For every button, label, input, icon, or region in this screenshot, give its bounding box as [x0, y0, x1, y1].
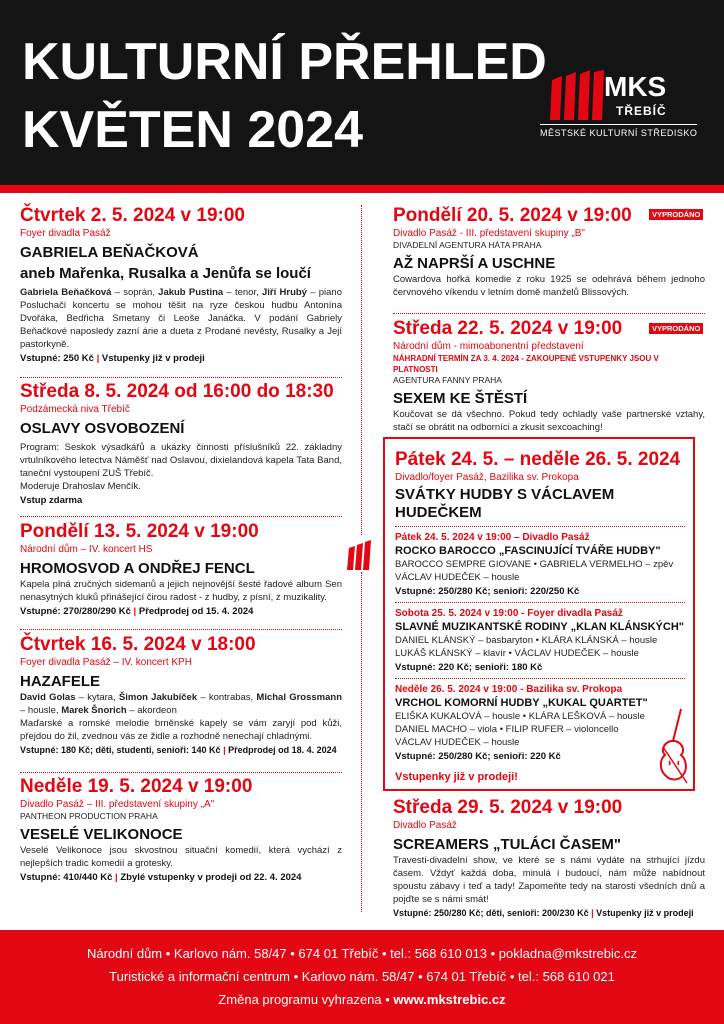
event-venue: Foyer divadla Pasáž – IV. koncert KPH — [20, 657, 192, 668]
festival-tickets: Vstupenky již v prodeji! — [395, 771, 518, 783]
event-price: Vstupné: 270/280/290 Kč | Předprodej od 15. 4. 2024 — [20, 606, 254, 617]
header-divider — [0, 185, 724, 193]
concert-title: ROCKO BAROCCO „FASCINUJÍCÍ TVÁŘE HUDBY" — [395, 545, 661, 557]
festival-title: SVÁTKY HUDBY S VÁCLAVEM HUDEČKEM — [395, 486, 615, 521]
festival-concert — [395, 607, 685, 674]
event-title: SCREAMERS „TULÁCI ČASEM" — [393, 836, 621, 853]
event-description: Program: Seskok výsadkářů a ukázky činnosti příslušníků 22. základny vrtulníkového letectva Náměšť nad Oslavou, dixielandová kapela Tata Band, taneční vystoupení ZUŠ Třebíč. — [20, 442, 342, 479]
violin-icon — [657, 707, 691, 787]
event-description: Veselé Velikonoce jsou skvostnou situační komedií, která vychází z nejlepších tradic komedií a grotesky. — [20, 845, 342, 869]
festival-venue: Divadlo/foyer Pasáž, Bazilika sv. Prokopa — [395, 472, 579, 483]
event-title: SEXEM KE ŠTĚSTÍ — [393, 390, 528, 407]
concert-date: Pátek 24. 5. 2024 v 19:00 – Divadlo Pasáž — [395, 532, 590, 543]
event-screamers — [393, 797, 705, 920]
event-date: Pondělí 20. 5. 2024 v 19:00 — [393, 205, 632, 226]
concert-line: LUKÁŠ KLÁNSKÝ – klavír • VÁCLAV HUDEČEK – housle — [395, 648, 639, 659]
concert-date: Sobota 25. 5. 2024 v 19:00 - Foyer divadla Pasáž — [395, 608, 623, 619]
concert-date: Neděle 26. 5. 2024 v 19:00 - Bazilika sv. Prokopa — [395, 684, 623, 695]
event-title: HAZAFELE — [20, 673, 100, 690]
event-description: Travesti-divadelní show, ve které se s námi vydáte na strhující jízdu časem. Vždyť každá doba, minulá i budoucí, nám může nabídnout spoustu zábavy i teď a tady! Zapomeňte tedy na starosti všedních dnů a pojďte se s námi smát! — [393, 855, 705, 905]
event-date: Středa 8. 5. 2024 od 16:00 do 18:30 — [20, 381, 334, 402]
logo-city: TŘEBÍČ — [616, 104, 667, 118]
event-note: NÁHRADNÍ TERMÍN ZA 3. 4. 2024 - ZAKOUPENÉ VSTUPENKY JSOU V PLATNOSTI — [393, 354, 659, 374]
event-description: Kapela plná zručných sidemanů a jejich nejnovější šesté řadové album Sen nenasytných kluků přinášející čirou radost - z hudby, z písní, z muzikality. — [20, 579, 342, 603]
event-description: Gabriela Beňačková – soprán, Jakub Pustina – tenor, Jiří Hrubý – piano Posluchači koncertu se mohou těšit na ryze českou hudbu Antonína Dvořáka, Bedřicha Smetany či Leoše Janáčka. V podání Gabriely Beňačkové naposledy zazní árie a dueta z Prodané nevěsty, Rusalky a Její pastorkyně. — [20, 287, 342, 350]
concert-price: Vstupné: 220 Kč; senioři: 180 Kč — [395, 662, 543, 673]
festival-separator — [395, 526, 685, 527]
event-venue: Divadlo Pasáž – III. představení skupiny „A" — [20, 799, 215, 810]
concert-line: BAROCCO SEMPRE GIOVANE • GABRIELA VERMELHO – zpěv — [395, 559, 674, 570]
event-hazafele — [20, 634, 342, 757]
event-price: Vstupné: 180 Kč; děti, studenti, senioři: 140 Kč | Předprodej od 18. 4. 2024 — [20, 745, 337, 755]
concert-line: ELIŠKA KUKALOVÁ – housle • KLÁRA LEŠKOVÁ – housle — [395, 711, 645, 722]
concert-line: DANIEL KLÁNSKÝ – basbaryton • KLÁRA KLÁNSKÁ – housle — [395, 635, 658, 646]
concert-line: DANIEL MACHO – viola • FILIP RUFER – violoncello — [395, 724, 619, 735]
event-title: OSLAVY OSVOBOZENÍ — [20, 420, 185, 437]
concert-line: VÁCLAV HUDEČEK – housle — [395, 572, 520, 583]
event-hromosvod — [20, 521, 342, 618]
concert-line: VÁCLAV HUDEČEK – housle — [395, 737, 520, 748]
concert-title: SLAVNÉ MUZIKANTSKÉ RODINY „KLAN KLÁNSKÝCH" — [395, 621, 684, 633]
concert-title: VRCHOL KOMORNÍ HUDBY „KUKAL QUARTET" — [395, 697, 648, 709]
festival-concert — [395, 531, 685, 598]
logo-subtitle: MĚSTSKÉ KULTURNÍ STŘEDISKO — [540, 124, 697, 139]
event-separator — [20, 377, 342, 378]
event-venue: Podzámecká niva Třebíč — [20, 404, 130, 415]
festival-separator — [395, 678, 685, 679]
festival-concert — [395, 683, 685, 763]
event-separator — [20, 772, 342, 773]
event-venue: Národní dům – IV. koncert HS — [20, 544, 153, 555]
event-venue: Národní dům - mimoabonentní představení — [393, 341, 584, 352]
event-moderator: Moderuje Drahoslav Menčík. — [20, 481, 141, 492]
event-price: Vstupné: 410/440 Kč | Zbylé vstupenky v prodeji od 22. 4. 2024 — [20, 872, 302, 883]
event-description: Cowardova hořká komedie z roku 1925 se odehrává během jednoho červnového víkendu v letním domě manželů Blissových. — [393, 274, 705, 298]
concert-price: Vstupné: 250/280 Kč; senioři: 220/250 Kč — [395, 586, 580, 597]
event-date: Čtvrtek 16. 5. 2024 v 18:00 — [20, 634, 256, 655]
footer-note: Změna programu vyhrazena • www.mkstrebic.cz — [218, 992, 506, 1007]
event-date: Středa 29. 5. 2024 v 19:00 — [393, 797, 623, 818]
event-venue: Divadlo Pasáž - III. představení skupiny „B" — [393, 228, 585, 239]
event-agency: DIVADELNÍ AGENTURA HÁTA PRAHA — [393, 240, 542, 250]
footer — [0, 930, 724, 1024]
column-divider — [361, 205, 362, 535]
mks-logo[interactable] — [536, 66, 706, 146]
festival-date: Pátek 24. 5. – neděle 26. 5. 2024 — [395, 449, 681, 470]
logo-name: MKS — [604, 71, 667, 102]
event-oslavy — [20, 381, 342, 507]
event-separator — [393, 313, 705, 314]
event-title: GABRIELA BEŇAČKOVÁ — [20, 244, 199, 261]
mks-bars-icon — [347, 540, 375, 572]
event-agency: AGENTURA FANNY PRAHA — [393, 375, 502, 385]
event-price: Vstupné: 250/280 Kč; děti, senioři: 200/230 Kč | Vstupenky již v prodeji — [393, 908, 694, 918]
event-separator — [20, 629, 342, 630]
website-link[interactable]: www.mkstrebic.cz — [393, 992, 506, 1007]
event-title: AŽ NAPRŠÍ A USCHNE — [393, 255, 556, 272]
footer-contact-narodni-dum[interactable]: Národní dům • Karlovo nám. 58/47 • 674 01 Třebíč • tel.: 568 610 013 • pokladna@mkstrebic.cz — [86, 946, 638, 961]
event-title: VESELÉ VELIKONOCE — [20, 826, 183, 843]
event-date: Neděle 19. 5. 2024 v 19:00 — [20, 776, 253, 797]
event-venue: Foyer divadla Pasáž — [20, 228, 111, 239]
event-description: Maďarské a romské melodie brněnské kapely se vám zaryjí pod kůži, přejdou do žil, zvednou vás ze židle a rozhodně nenechají chladnými. — [20, 718, 342, 742]
event-description: Koučovat se dá všechno. Pokud tedy ochladly vaše partnerské vztahy, stačí se obrátit na odborníci a zkusit sexcoaching! — [393, 409, 705, 433]
event-separator — [20, 516, 342, 517]
event-venue: Divadlo Pasáž — [393, 820, 457, 831]
sold-out-badge: VYPRODÁNO — [649, 323, 703, 334]
header — [0, 0, 724, 185]
event-date: Čtvrtek 2. 5. 2024 v 19:00 — [20, 205, 245, 226]
page-title-line1: KULTURNÍ PŘEHLED — [22, 33, 547, 91]
logo-bars-icon — [546, 70, 606, 122]
event-lineup: David Golas – kytara, Šimon Jakubíček – kontrabas, Michal Grossmann – housle, Marek Šnorich – akordeon — [20, 692, 342, 716]
event-date: Pondělí 13. 5. 2024 v 19:00 — [20, 521, 259, 542]
footer-contact-tic[interactable]: Turistické a informační centrum • Karlovo nám. 58/47 • 674 01 Třebíč • tel.: 568 610 021 — [109, 969, 615, 984]
column-divider — [361, 572, 362, 912]
concert-price: Vstupné: 250/280 Kč; senioři: 220 Kč — [395, 751, 561, 762]
event-gabriela — [20, 205, 342, 365]
event-velikonoce — [20, 776, 342, 884]
sold-out-badge: VYPRODÁNO — [649, 209, 703, 220]
event-subtitle: aneb Mařenka, Rusalka a Jenůfa se loučí — [20, 265, 311, 282]
event-price: Vstup zdarma — [20, 495, 83, 506]
festival-separator — [395, 602, 685, 603]
event-date: Středa 22. 5. 2024 v 19:00 — [393, 318, 623, 339]
event-agency: PANTHEON PRODUCTION PRAHA — [20, 811, 158, 821]
page-title-line2: KVĚTEN 2024 — [22, 101, 364, 159]
event-title: HROMOSVOD A ONDŘEJ FENCL — [20, 560, 255, 577]
event-sexem — [393, 318, 705, 434]
event-price: Vstupné: 250 Kč | Vstupenky již v prodeji — [20, 353, 205, 364]
festival-box — [383, 437, 695, 791]
